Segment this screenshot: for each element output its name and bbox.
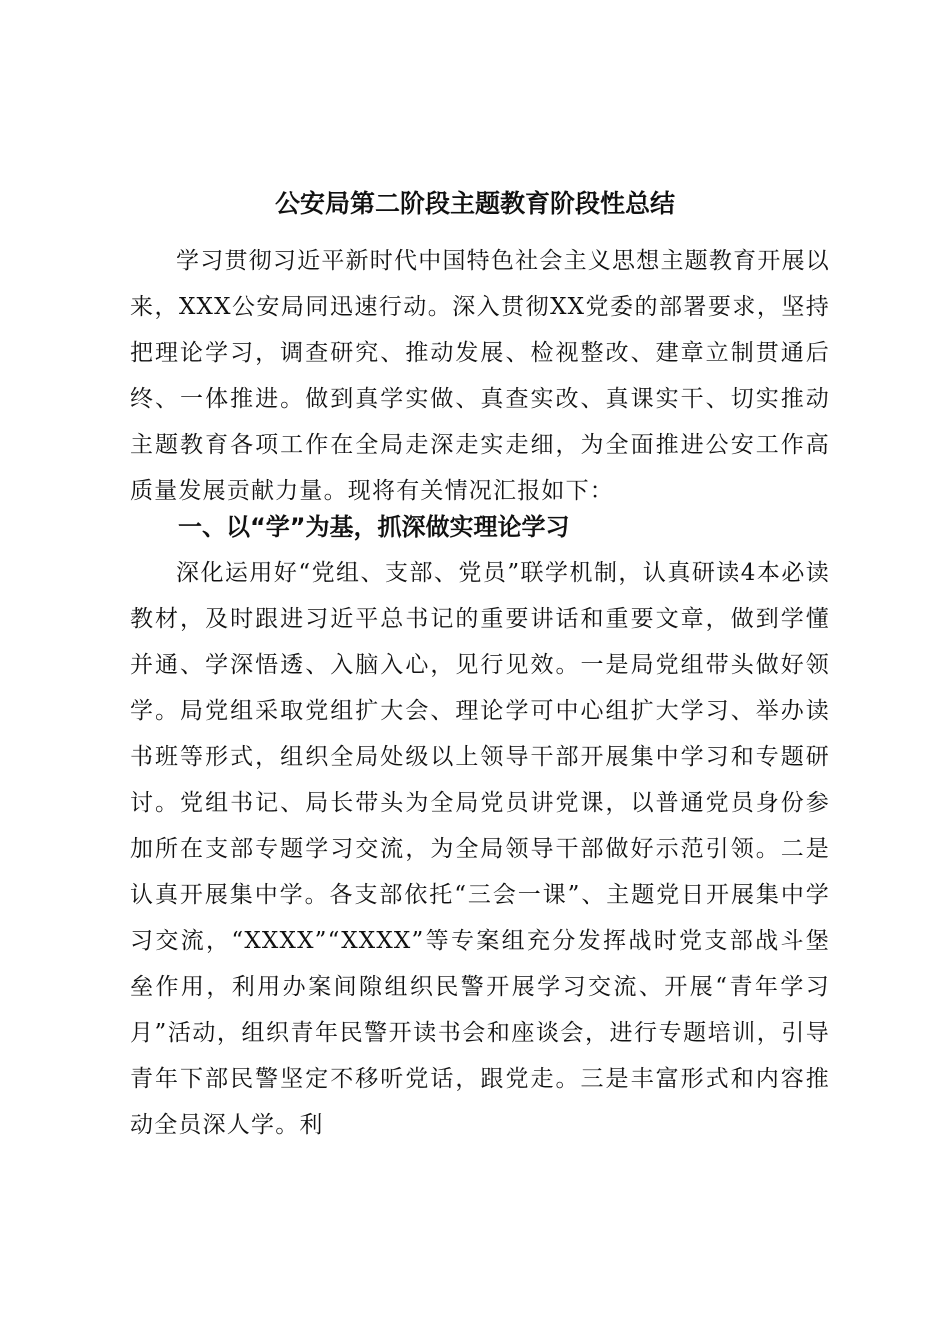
document-title: 公安局第二阶段主题教育阶段性总结: [274, 189, 675, 218]
section-heading: 一、以“学”为基，抓深做实理论学习: [178, 513, 570, 541]
section-paragraph: 深化运用好“党组、支部、党员”联学机制，认真研读4本必读教材，及时跟进习近平总书记的重要讲话和重要文章，做到学懂并通、学深悟透、入脑入心，见行见效。一是局党组带头做好领学。局党组采取党组扩大会、理论学可中心组扩大学习、举办读书班等形式，组织全局处级以上领导干部开展集中学习和专题研讨。党组书记、局长带头为全局党员讲党课，以普通党员身份参加所在支部专题学习交流，为全局领导干部做好示范引领。二是认真开展集中学。各支部依托“三会一课”、主题党日开展集中学习交流，“XXXX”“XXXX”等专案组充分发挥战时党支部战斗堡垒作用，利用办案间隙组织民警开展学习交流、开展“青年学习月”活动，组织青年民警开读书会和座谈会，进行专题培训，引导青年下部民警坚定不移听党话，跟党走。三是丰富形式和内容推动全员深人学。利: [130, 560, 830, 1138]
intro-paragraph: 学习贯彻习近平新时代中国特色社会主义思想主题教育开展以来，XXX公安局同迅速行动。深入贯彻XX党委的部署要求，坚持把理论学习，调查研究、推动发展、检视整改、建章立制贯通后终、一体推进。做到真学实做、真查实改、真课实干、切实推动主题教育各项工作在全局走深走实走细，为全面推进公安工作高质量发展贡献力量。现将有关情况汇报如下：: [130, 248, 830, 504]
